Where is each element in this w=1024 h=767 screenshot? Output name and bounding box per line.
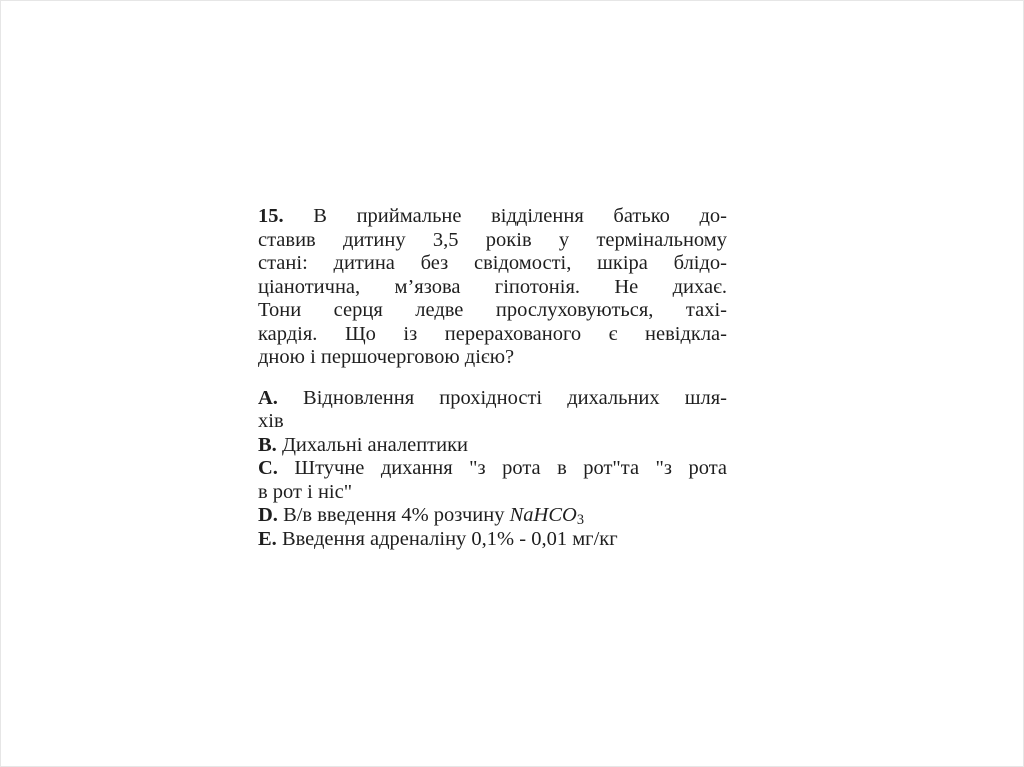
stem-line-6: кардія. Що із перерахованого є невідкла- xyxy=(258,322,727,345)
option-letter: C. xyxy=(258,457,278,479)
question-stem xyxy=(258,205,727,370)
option-text: В/в введення 4% розчину xyxy=(283,504,505,526)
option-b xyxy=(258,434,727,458)
option-text: Дихальні аналептики xyxy=(281,433,469,456)
formula-base: NaHCO xyxy=(509,504,577,526)
chemical-formula xyxy=(510,504,584,526)
option-letter: E. xyxy=(258,527,277,550)
option-c xyxy=(258,457,727,481)
option-a xyxy=(258,387,727,411)
stem-line-4: ціанотична, м’язова гіпотонія. Не дихає. xyxy=(258,275,727,298)
option-c-cont: в рот і ніс" xyxy=(258,480,353,503)
formula-subscript: 3 xyxy=(576,512,584,528)
stem-line-2: ставив дитину 3,5 років у термінальному xyxy=(258,228,727,251)
question-number: 15. xyxy=(258,205,284,227)
option-text: Відновлення прохідності дихальних шля- xyxy=(303,386,728,409)
stem-line-1 xyxy=(258,205,727,229)
stem-line-7: дною і першочерговою дією? xyxy=(258,346,515,368)
option-text: Введення адреналіну 0,1% - 0,01 мг/кг xyxy=(281,527,618,550)
option-letter: B. xyxy=(258,433,277,456)
stem-text: В приймальне відділення батько до- xyxy=(313,205,727,227)
stem-line-3: стані: дитина без свідомості, шкіра блідо- xyxy=(258,252,727,274)
answer-options xyxy=(258,387,727,552)
option-a-cont: хів xyxy=(258,410,284,432)
option-letter: A. xyxy=(258,386,278,409)
option-letter: D. xyxy=(258,504,278,526)
option-d xyxy=(258,504,727,528)
option-e xyxy=(258,528,727,552)
stem-line-5: Тони серця ледве прослуховуються, тахі- xyxy=(258,299,727,321)
option-text: Штучне дихання "з рота в рот"та "з рота xyxy=(294,457,728,479)
question-block xyxy=(258,205,727,551)
